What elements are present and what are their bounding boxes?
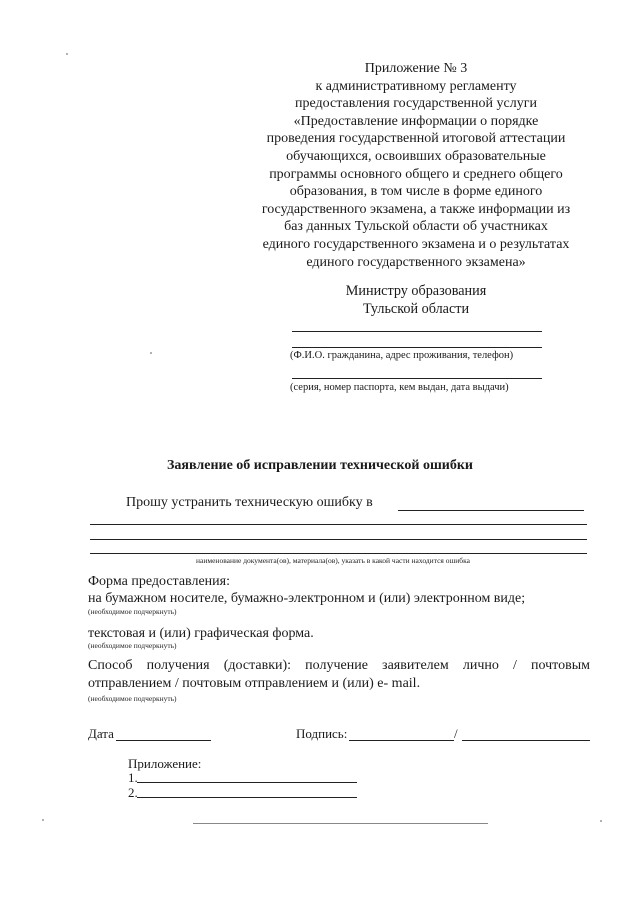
header-line: баз данных Тульской области об участниках xyxy=(284,219,548,235)
header-line: государственного экзамена, а также информации из xyxy=(261,201,571,217)
form-option-text[interactable]: текстовая и (или) графическая форма. xyxy=(88,626,314,641)
delivery-method-line-2[interactable]: отправлением / почтовым отправлением и (или) е- mail. xyxy=(88,676,421,691)
attachment-item-2-field[interactable] xyxy=(137,797,357,798)
document-name-line-3[interactable] xyxy=(90,539,587,540)
header-line: единого государственного экзамена» xyxy=(306,254,526,270)
form-heading: Форма предоставления: xyxy=(88,574,230,589)
addressee-region: Тульской области xyxy=(362,301,470,317)
header-line: образования, в том числе в форме единого xyxy=(289,184,543,200)
date-field[interactable] xyxy=(116,740,211,741)
appendix-header xyxy=(240,60,592,271)
attachment-item-1-field[interactable] xyxy=(137,782,357,783)
addressee-title: Министру образования xyxy=(345,283,487,299)
signature-label: Подпись: xyxy=(296,726,348,741)
form-option-paper[interactable]: на бумажном носителе, бумажно-электронном и (или) электронном виде; xyxy=(88,591,526,606)
underline-note: (необходимое подчеркнуть) xyxy=(88,694,177,703)
scan-speck xyxy=(150,352,152,354)
document-name-line-4[interactable] xyxy=(90,553,587,554)
header-line: единого государственного экзамена и о результатах xyxy=(262,236,570,252)
attachment-item-1-label: 1. xyxy=(128,770,138,785)
contact-caption: (Ф.И.О. гражданина, адрес проживания, телефон) xyxy=(290,350,514,361)
page-footer-rule xyxy=(193,823,488,824)
document-name-line-2[interactable] xyxy=(90,524,587,525)
scan-speck xyxy=(600,820,602,822)
header-line: программы основного общего и среднего общего xyxy=(269,166,563,182)
document-caption: наименование документа(ов), материала(ов), указать в какой части находится ошибка xyxy=(196,556,470,565)
underline-note: (необходимое подчеркнуть) xyxy=(88,607,177,616)
attachments-heading: Приложение: xyxy=(128,756,202,771)
scan-speck xyxy=(66,53,68,55)
addressee-block xyxy=(280,282,552,318)
signature-field[interactable] xyxy=(349,740,454,741)
header-line: предоставления государственной услуги xyxy=(295,96,537,112)
signature-separator: / xyxy=(454,726,458,741)
request-text: Прошу устранить техническую ошибку в xyxy=(126,495,373,510)
header-line: «Предоставление информации о порядке xyxy=(293,113,539,129)
date-label: Дата xyxy=(88,726,114,741)
passport-caption: (серия, номер паспорта, кем выдан, дата выдачи) xyxy=(290,382,509,393)
delivery-method-line-1[interactable]: Способ получения (доставки): получение заявителем лично / почтовым xyxy=(88,658,590,673)
header-line: к административному регламенту xyxy=(315,78,517,94)
document-name-field[interactable] xyxy=(398,510,584,511)
passport-field[interactable] xyxy=(292,378,542,379)
underline-note: (необходимое подчеркнуть) xyxy=(88,641,177,650)
scan-speck xyxy=(42,819,44,821)
header-line: обучающихся, освоивших образовательные xyxy=(286,148,546,164)
applicant-name-field[interactable] xyxy=(292,331,542,332)
attachment-item-2-label: 2. xyxy=(128,785,138,800)
document-title: Заявление об исправлении технической ошибки xyxy=(167,458,473,473)
header-line: проведения государственной итоговой аттестации xyxy=(266,131,566,147)
applicant-contact-field[interactable] xyxy=(292,347,542,348)
appendix-number: Приложение № 3 xyxy=(364,61,468,76)
signature-name-field[interactable] xyxy=(462,740,590,741)
